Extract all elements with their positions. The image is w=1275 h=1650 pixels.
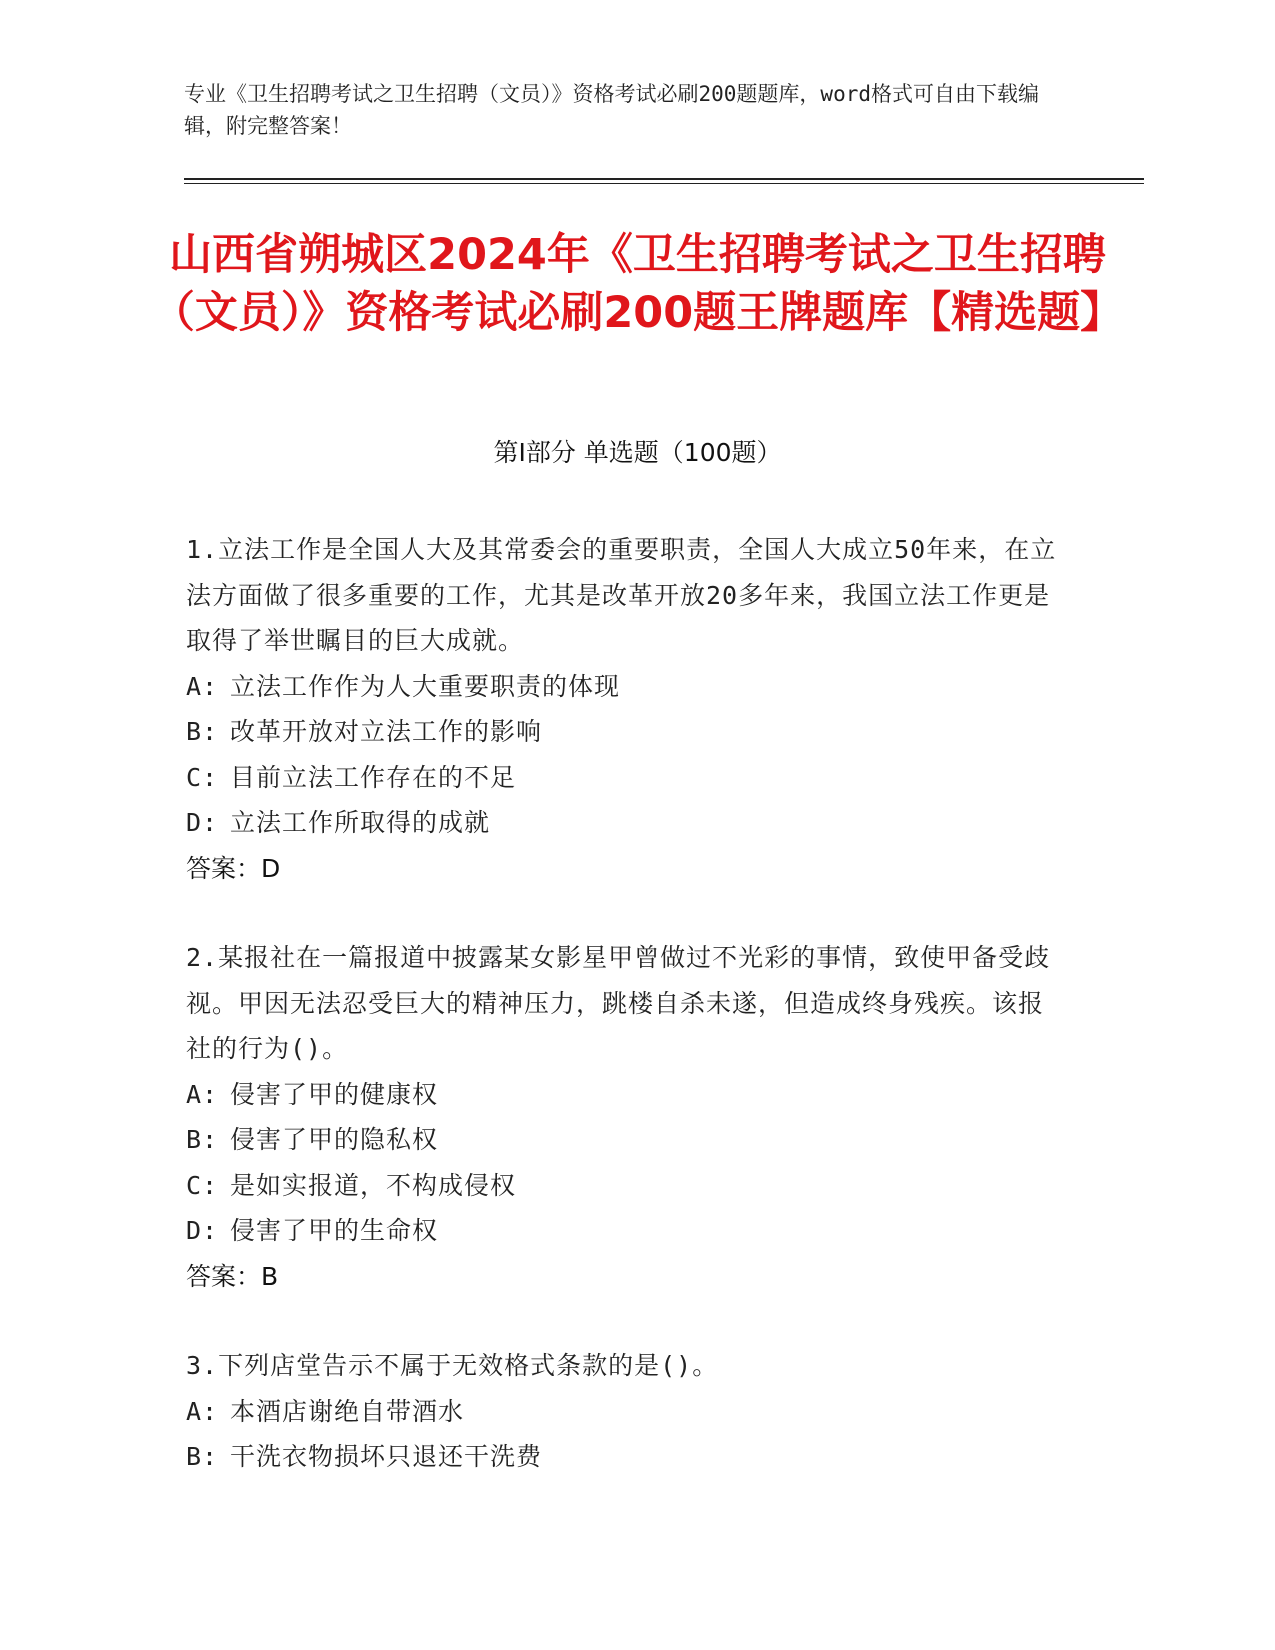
option-c <box>186 1163 1066 1209</box>
option-text: 侵害了甲的隐私权 <box>230 1125 439 1154</box>
option-text: 本酒店谢绝自带酒水 <box>230 1396 465 1426</box>
option-key: C: <box>186 762 219 792</box>
option-text: 目前立法工作存在的不足 <box>230 762 517 792</box>
section-title: 第I部分 单选题（100题） <box>493 438 782 467</box>
option-b <box>186 1117 1066 1163</box>
option-key: B: <box>186 717 219 746</box>
option-d <box>186 1208 1066 1254</box>
question-1 <box>186 527 1066 891</box>
question-3 <box>186 1343 1066 1480</box>
option-text: 立法工作作为人大重要职责的体现 <box>230 671 621 701</box>
option-key: B: <box>186 1125 219 1154</box>
option-b <box>186 1434 1066 1480</box>
header-rule-thick <box>184 178 1144 180</box>
header-note: 专业《卫生招聘考试之卫生招聘（文员）》资格考试必刷200题题库，word格式可自由下载编辑，附完整答案！ <box>184 82 1039 138</box>
question-list <box>186 527 1066 1524</box>
option-key: B: <box>186 1442 219 1471</box>
option-key: C: <box>186 1170 219 1200</box>
option-key: A: <box>186 1396 219 1426</box>
option-text: 干洗衣物损坏只退还干洗费 <box>230 1442 543 1471</box>
option-c <box>186 755 1066 801</box>
option-key: A: <box>186 671 219 701</box>
option-text: 侵害了甲的生命权 <box>230 1216 439 1245</box>
option-a <box>186 664 1066 710</box>
answer-line: 答案：B <box>186 1261 279 1291</box>
option-key: D: <box>186 1216 219 1245</box>
option-text: 改革开放对立法工作的影响 <box>230 717 543 746</box>
option-text: 立法工作所取得的成就 <box>230 808 491 837</box>
question-stem: 2.某报社在一篇报道中披露某女影星甲曾做过不光彩的事情，致使甲备受歧视。甲因无法忍受巨大的精神压力，跳楼自杀未遂，但造成终身残疾。该报社的行为()。 <box>186 943 1051 1063</box>
document-title: 山西省朔城区2024年《卫生招聘考试之卫生招聘（文员）》资格考试必刷200题王牌题库【精选题】 <box>151 230 1124 338</box>
question-stem: 1.立法工作是全国人大及其常委会的重要职责，全国人大成立50年来，在立法方面做了很多重要的工作，尤其是改革开放20多年来，我国立法工作更是取得了举世瞩目的巨大成就。 <box>186 535 1057 655</box>
answer-line: 答案：D <box>186 853 281 883</box>
option-text: 侵害了甲的健康权 <box>230 1079 439 1109</box>
option-a <box>186 1072 1066 1118</box>
question-stem: 3.下列店堂告示不属于无效格式条款的是()。 <box>186 1351 719 1380</box>
option-d <box>186 800 1066 846</box>
option-key: A: <box>186 1079 219 1109</box>
option-text: 是如实报道，不构成侵权 <box>230 1170 517 1200</box>
question-2 <box>186 935 1066 1299</box>
header-rule-thin <box>184 183 1144 184</box>
option-a <box>186 1389 1066 1435</box>
option-b <box>186 709 1066 755</box>
option-key: D: <box>186 808 219 837</box>
